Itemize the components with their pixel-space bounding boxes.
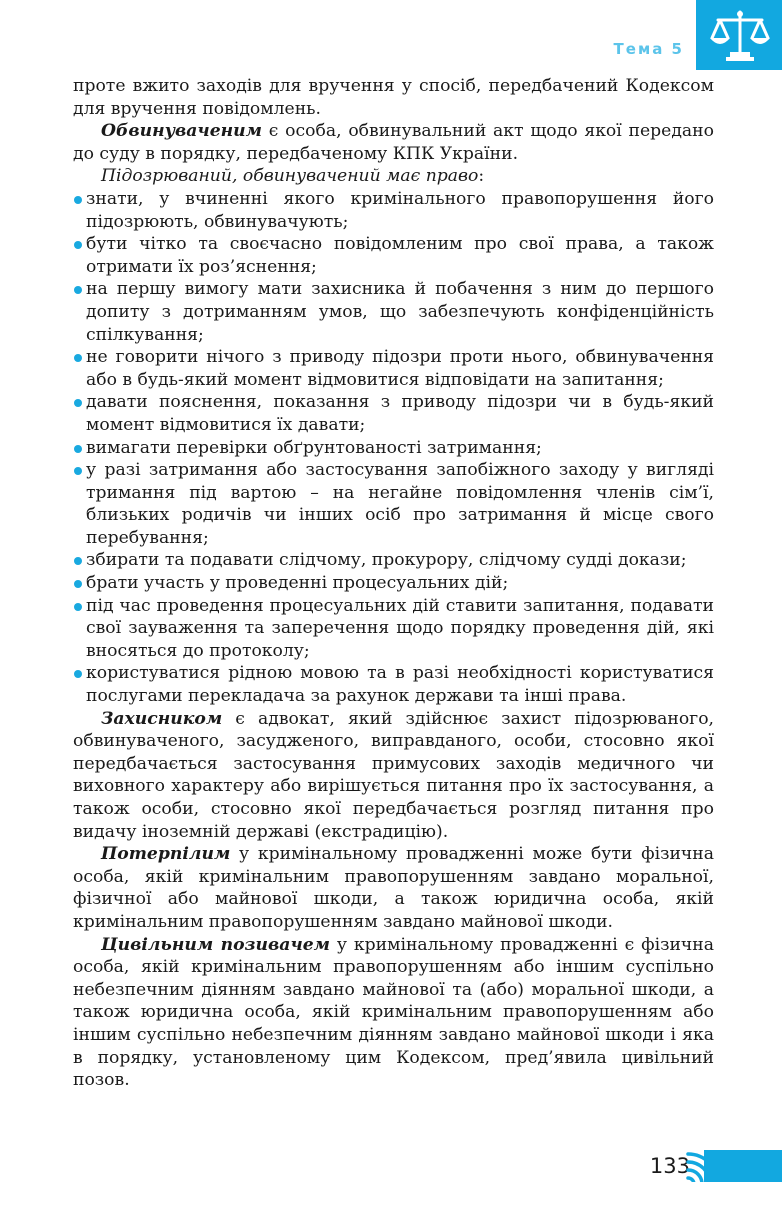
bullet-icon: [74, 580, 82, 588]
list-item: користуватися рідною мовою та в разі необхідності користуватися послугами перекладача за рахунок держави та інші права.: [73, 662, 714, 707]
term-defender: Захисником: [101, 708, 223, 729]
main-text: [73, 75, 714, 1092]
topic-label: Тема 5: [613, 40, 684, 58]
scales-of-justice-icon: [708, 8, 772, 64]
list-item: брати участь у проведенні процесуальних дій;: [73, 572, 714, 595]
list-item: збирати та подавати слідчому, прокурору, слідчому судді докази;: [73, 549, 714, 572]
list-item: під час проведення процесуальних дій ставити запитання, подавати свої зауваження та заперечення щодо порядку проведення дій, які вносяться до протоколу;: [73, 595, 714, 663]
list-item: бути чітко та своєчасно повідомленим про свої права, а також отримати їх роз’яснення;: [73, 233, 714, 278]
term-accused: Обвинуваченим: [101, 121, 262, 142]
bullet-icon: [74, 603, 82, 611]
bullet-icon: [74, 399, 82, 407]
term-victim: Потерпілим: [101, 844, 231, 865]
list-item: на першу вимогу мати захисника й побачення з ним до першого допиту з дотриманням умов, що забезпечують конфіденційність спілкування;: [73, 278, 714, 346]
bullet-icon: [74, 445, 82, 453]
definition-civil-plaintiff: у кримінальному провадженні є фізична особа, якій кримінальним правопорушенням або іншим суспільно небезпечним діянням завдано майнової та (або) моральної шкоди, а також юридична особа, якій кримінальним правопорушенням або іншим суспільно небезпечним діянням завдано майнової шкоди і яка в порядку, установленому цим Кодексом, пред’явила цивільний позов.: [73, 934, 714, 1091]
paragraph-victim: [73, 843, 714, 933]
bullet-icon: [74, 286, 82, 294]
bullet-icon: [74, 557, 82, 565]
list-item: не говорити нічого з приводу підозри проти нього, обвинувачення або в будь-який момент відмовитися відповідати на запитання;: [73, 346, 714, 391]
bullet-icon: [74, 670, 82, 678]
paragraph-continuation: проте вжито заходів для вручення у спосіб, передбачений Кодексом для вручення повідомлень.: [73, 76, 714, 119]
list-item: давати пояснення, показання з приводу підозри чи в будь-який момент відмовитися їх давати;: [73, 391, 714, 436]
definition-defender: є адвокат, який здійснює захист підозрюваного, обвинуваченого, засудженого, виправданого, особи, стосовно якої передбачається застосування примусових заходів медичного чи виховного характеру або вирішується питання про їх застосування, а також особи, стосовно якої передбачається розгляд питання про видачу іноземній державі (екстрадицію).: [73, 708, 714, 842]
page-number: 133: [649, 1154, 690, 1178]
page-corner-tab: [704, 1150, 782, 1182]
term-civil-plaintiff: Цивільним позивачем: [101, 934, 331, 955]
bullet-icon: [74, 354, 82, 362]
definition-accused: є особа, обвинувальний акт щодо якої передано до суду в порядку, передбаченому КПК України.: [73, 121, 714, 164]
paragraph-accused: [73, 120, 714, 165]
bullet-icon: [74, 241, 82, 249]
list-item: вимагати перевірки обґрунтованості затримання;: [73, 437, 714, 460]
list-item: у разі затримання або застосування запобіжного заходу у вигляді тримання під вартою – на негайне повідомлення членів сім’ї, близьких родичів чи інших осіб про затримання й місце свого перебування;: [73, 459, 714, 549]
definition-victim: у кримінальному провадженні може бути фізична особа, якій кримінальним правопорушенням завдано моральної, фізичної або майнової шкоди, а також юридична особа, якій кримінальним правопорушенням завдано майнової шкоди.: [73, 844, 714, 932]
rights-colon: :: [478, 166, 485, 187]
bullet-icon: [74, 467, 82, 475]
list-item: знати, у вчиненні якого кримінального правопорушення його підозрюють, обвинувачують;: [73, 188, 714, 233]
rights-list: [73, 188, 714, 708]
rights-intro: Підозрюваний, обвинувачений має право: [101, 166, 479, 187]
topic-corner-tab: [696, 0, 782, 70]
paragraph-defender: [73, 708, 714, 844]
bullet-icon: [74, 196, 82, 204]
paragraph-civil-plaintiff: [73, 934, 714, 1092]
rights-heading: [73, 165, 714, 188]
